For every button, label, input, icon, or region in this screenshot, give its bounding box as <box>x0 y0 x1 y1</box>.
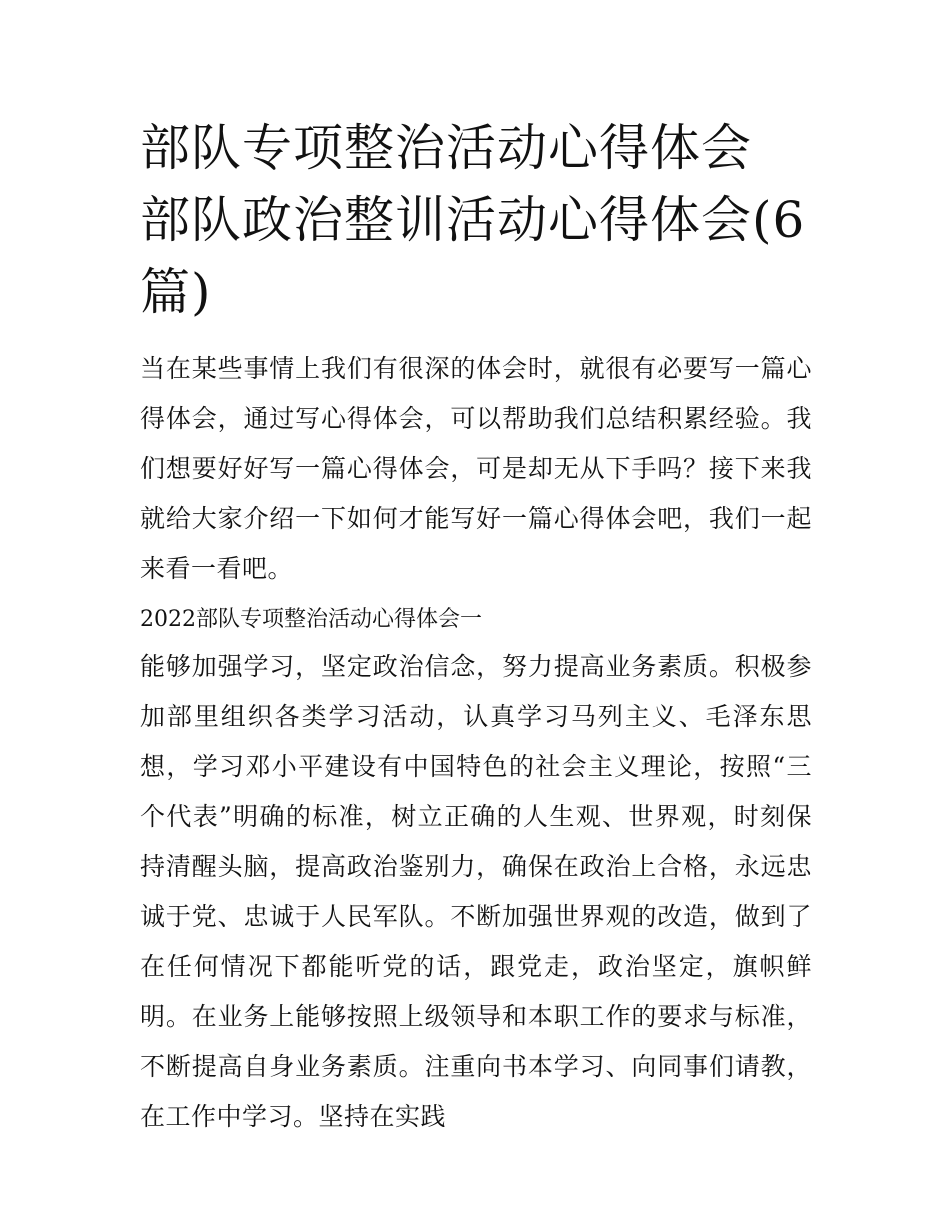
section-heading: 2022部队专项整治活动心得体会一 <box>140 607 482 632</box>
body-paragraph: 能够加强学习，坚定政治信念，努力提高业务素质。积极参加部里组织各类学习活动，认真学习马列主义、毛泽东思想，学习邓小平建设有中国特色的社会主义理论，按照“三个代表”明确的标准，树立正确的人生观、世界观，时刻保持清醒头脑，提高政治鉴别力，确保在政治上合格，永远忠诚于党、忠诚于人民军队。不断加强世界观的改造，做到了在任何情况下都能听党的话，跟党走，政治坚定，旗帜鲜明。在业务上能够按照上级领导和本职工作的要求与标准，不断提高自身业务素质。注重向书本学习、向同事们请教，在工作中学习。坚持在实践 <box>140 652 812 1131</box>
intro-paragraph: 当在某些事情上我们有很深的体会时，就很有必要写一篇心得体会，通过写心得体会，可以帮助我们总结积累经验。我们想要好好写一篇心得体会，可是却无从下手吗？接下来我就给大家介绍一下如何才能写好一篇心得体会吧，我们一起来看一看吧。 <box>140 354 812 583</box>
document-title: 部队专项整治活动心得体会 部队政治整训活动心得体会(6篇) <box>140 119 806 321</box>
document-page <box>140 112 812 1142</box>
